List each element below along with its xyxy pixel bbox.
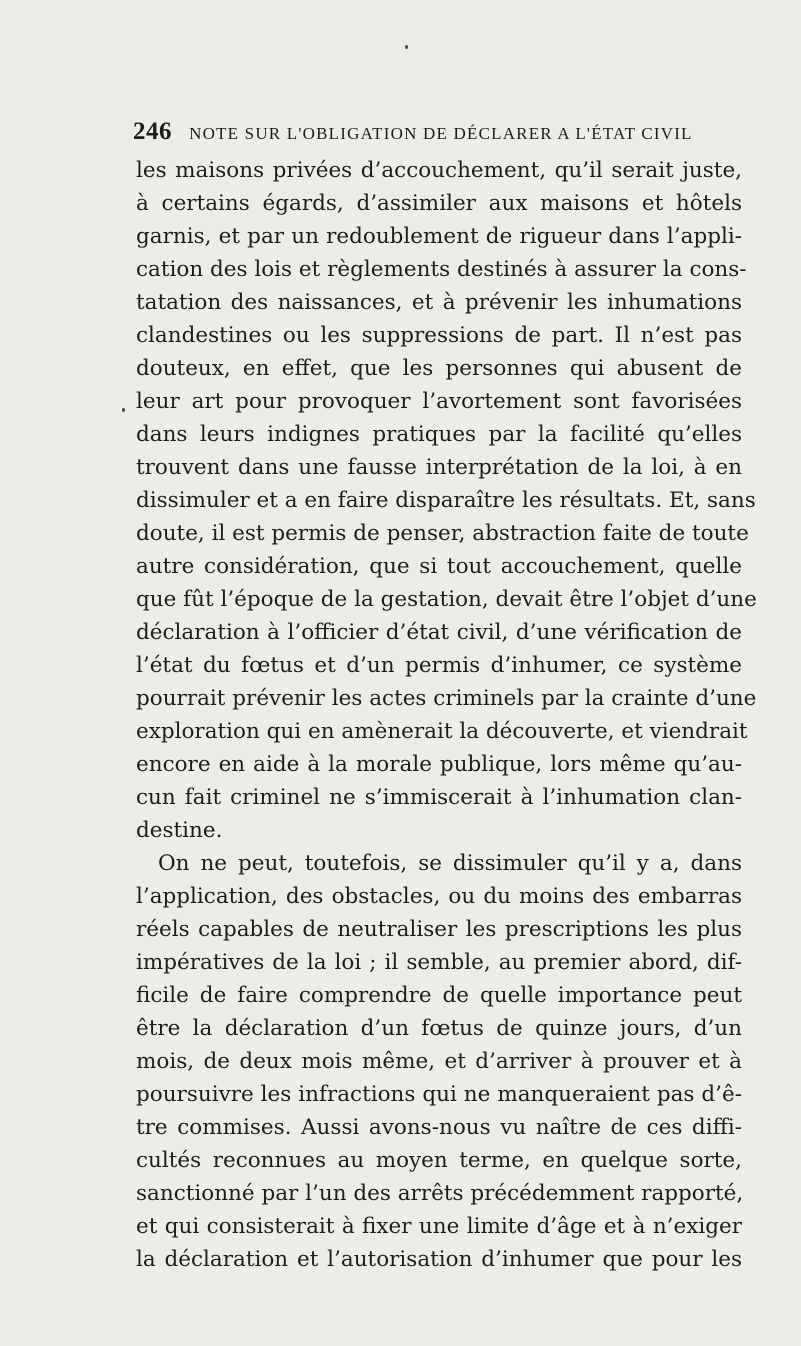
text-line: à certains égards, d’assimiler aux maisons et hôtels	[136, 191, 742, 216]
text-line: cultés reconnues au moyen terme, en quelque sorte,	[136, 1148, 742, 1173]
text-line: garnis, et par un redoublement de rigueur dans l’appli-	[136, 224, 742, 249]
text-line: leur art pour provoquer l’avortement sont favorisées	[136, 389, 742, 414]
text-line: pourrait prévenir les actes criminels par la crainte d’une	[136, 686, 757, 711]
text-line: tatation des naissances, et à prévenir les inhumations	[136, 290, 742, 315]
page-header	[133, 118, 733, 148]
text-line: poursuivre les infractions qui ne manqueraient pas d’ê-	[136, 1082, 742, 1107]
print-speck	[405, 45, 408, 49]
text-line: la déclaration et l’autorisation d’inhumer que pour les	[136, 1247, 742, 1272]
body-text	[136, 154, 757, 1276]
text-line: encore en aide à la morale publique, lors même qu’au-	[136, 752, 742, 777]
text-line: tre commises. Aussi avons-nous vu naître de ces diffi-	[136, 1115, 742, 1140]
text-line: que fût l’époque de la gestation, devait être l’objet d’une	[136, 587, 757, 612]
text-line: l’état du fœtus et d’un permis d’inhumer, ce système	[136, 653, 742, 678]
text-line: sanctionné par l’un des arrêts précédemment rapporté,	[136, 1181, 744, 1206]
text-line: doute, il est permis de penser, abstraction faite de toute	[136, 521, 749, 546]
text-line: clandestines ou les suppressions de part. Il n’est pas	[136, 323, 742, 348]
text-line: ficile de faire comprendre de quelle importance peut	[136, 983, 742, 1008]
text-line: dans leurs indignes pratiques par la facilité qu’elles	[136, 422, 742, 447]
text-line: déclaration à l’officier d’état civil, d’une vérification de	[136, 620, 742, 645]
running-title: NOTE SUR L'OBLIGATION DE DÉCLARER A L'ÉTAT CIVIL	[189, 124, 693, 143]
text-line: l’application, des obstacles, ou du moins des embarras	[136, 884, 742, 909]
text-line: réels capables de neutraliser les prescriptions les plus	[136, 917, 742, 942]
print-speck	[122, 408, 125, 412]
text-line: cation des lois et règlements destinés à assurer la cons-	[136, 257, 747, 282]
text-line: les maisons privées d’accouchement, qu’il serait juste,	[136, 158, 742, 183]
text-line: mois, de deux mois même, et d’arriver à prouver et à	[136, 1049, 742, 1074]
text-line: exploration qui en amènerait la découverte, et viendrait	[136, 719, 748, 744]
text-line: dissimuler et a en faire disparaître les résultats. Et, sans	[136, 488, 756, 513]
text-line: autre considération, que si tout accouchement, quelle	[136, 554, 742, 579]
text-line: impératives de la loi ; il semble, au premier abord, dif-	[136, 950, 742, 975]
text-line: être la déclaration d’un fœtus de quinze jours, d’un	[136, 1016, 742, 1041]
text-line: douteux, en effet, que les personnes qui abusent de	[136, 356, 742, 381]
text-line: destine.	[136, 818, 223, 843]
text-line: On ne peut, toutefois, se dissimuler qu’il y a, dans	[158, 851, 742, 876]
text-line: cun fait criminel ne s’immiscerait à l’inhumation clan-	[136, 785, 742, 810]
text-line: trouvent dans une fausse interprétation de la loi, à en	[136, 455, 742, 480]
text-line: et qui consisterait à fixer une limite d’âge et à n’exiger	[136, 1214, 742, 1239]
page-number: 246	[133, 118, 172, 145]
